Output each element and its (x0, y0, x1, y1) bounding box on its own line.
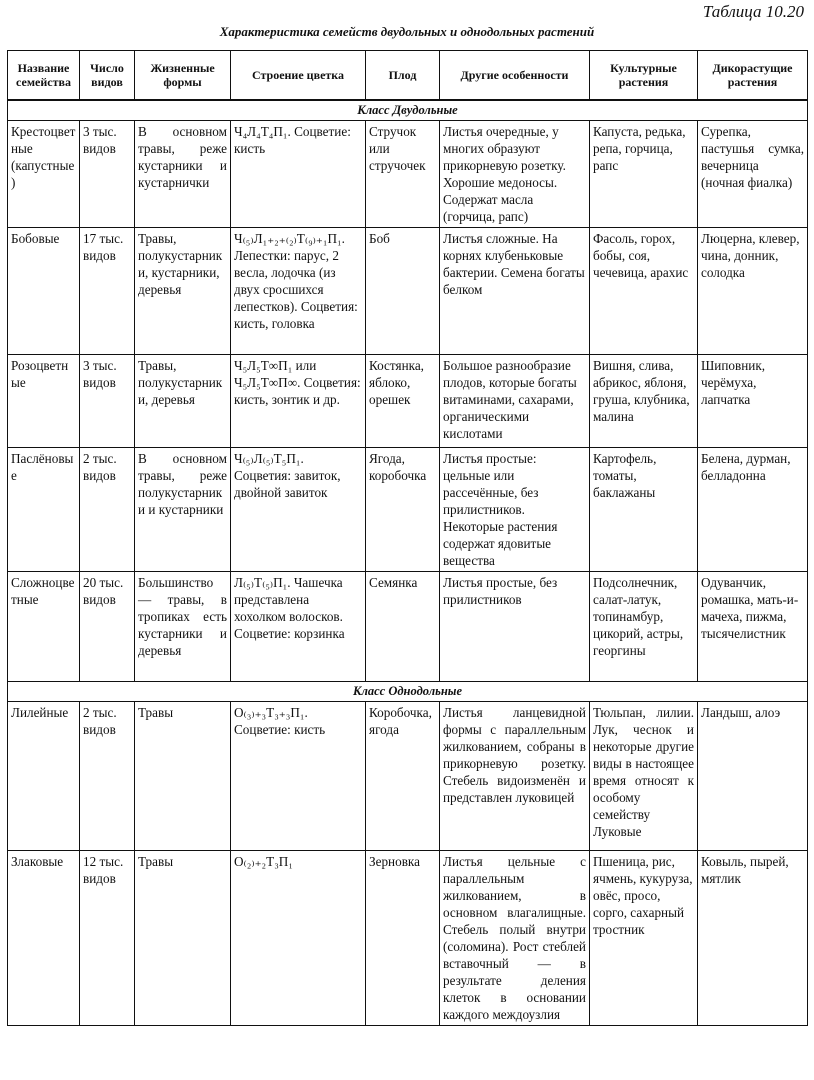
header-life-forms: Жизненные формы (135, 51, 231, 101)
header-row (8, 51, 808, 101)
cell-wild: Ковыль, пырей, мятлик (698, 851, 808, 1026)
cell-family: Сложноцветные (8, 572, 80, 682)
cell-flower: Ч₍₅₎Л₍₅₎Т₅П₁. Соцветия: завиток, двойной завиток (231, 448, 366, 572)
cell-family: Бобовые (8, 228, 80, 355)
cell-features: Большое разнообразие плодов, которые богаты витаминами, сахарами, органическими кислотами (440, 355, 590, 448)
cell-life-forms: Травы (135, 851, 231, 1026)
cell-features: Листья цельные с параллельным жилкованием, в основном влагалищные. Стебель полый внутри (соломина). Рост стеблей вставочный — в результате деления клеток в основании каждого междоузлия (440, 851, 590, 1026)
cell-fruit: Костянка, яблоко, орешек (366, 355, 440, 448)
header-species: Число видов (80, 51, 135, 101)
cell-flower: Ч₄Л₄Т₄П₁. Соцветие: кисть (231, 121, 366, 228)
cell-flower: О₍₃₎₊₃Т₃₊₃П₁. Соцветие: кисть (231, 702, 366, 851)
cell-family: Крестоцветные (капустные) (8, 121, 80, 228)
cell-life-forms: Травы, полукустарники, деревья (135, 355, 231, 448)
table-row (8, 355, 808, 448)
cell-features: Листья простые: цельные или рассечённые, без прилистников. Некоторые растения содержат ядовитые вещества (440, 448, 590, 572)
cell-life-forms: В основном травы, реже кустарники и кустарнички (135, 121, 231, 228)
cell-wild: Люцерна, клевер, чина, донник, солодка (698, 228, 808, 355)
header-wild: Дикорастущие растения (698, 51, 808, 101)
section-row (8, 682, 808, 702)
cell-species: 2 тыс. видов (80, 448, 135, 572)
cell-cultivated: Подсолнечник, салат-латук, топинамбур, цикорий, астры, георгины (590, 572, 698, 682)
table-number: Таблица 10.20 (702, 2, 804, 21)
cell-fruit: Стручок или стручочек (366, 121, 440, 228)
table-row (8, 228, 808, 355)
cell-flower: Ч₍₅₎Л₁₊₂₊₍₂₎Т₍₉₎₊₁П₁. Лепестки: парус, 2 весла, лодочка (из двух сросшихся лепестков). Соцветия: кисть, головка (231, 228, 366, 355)
cell-features: Листья сложные. На корнях клубеньковые бактерии. Семена богаты белком (440, 228, 590, 355)
cell-fruit: Коробочка, ягода (366, 702, 440, 851)
table-row (8, 851, 808, 1026)
header-family: Название семейства (8, 51, 80, 101)
cell-family: Розоцветные (8, 355, 80, 448)
cell-life-forms: В основном травы, реже полукустарники и кустарники (135, 448, 231, 572)
cell-cultivated: Пшеница, рис, ячмень, кукуруза, овёс, просо, сорго, сахарный тростник (590, 851, 698, 1026)
header-fruit: Плод (366, 51, 440, 101)
cell-features: Листья очередные, у многих образуют прикорневую розетку. Хорошие медоносы. Содержат масла (горчица, рапс) (440, 121, 590, 228)
cell-features: Листья простые, без прилистников (440, 572, 590, 682)
cell-species: 17 тыс. видов (80, 228, 135, 355)
cell-flower: О₍₂₎₊₂Т₃П₁ (231, 851, 366, 1026)
section-monocots: Класс Однодольные (8, 682, 808, 702)
cell-flower: Л₍₅₎Т₍₅₎П₁. Чашечка представлена хохолком волосков. Соцветие: корзинка (231, 572, 366, 682)
cell-wild: Одуванчик, ромашка, мать-и-мачеха, пижма, тысячелистник (698, 572, 808, 682)
header-cultivated: Культурные растения (590, 51, 698, 101)
cell-family: Лилейные (8, 702, 80, 851)
cell-species: 3 тыс. видов (80, 121, 135, 228)
table-row (8, 702, 808, 851)
cell-species: 12 тыс. видов (80, 851, 135, 1026)
table-caption: Характеристика семейств двудольных и однодольных растений (219, 24, 595, 39)
cell-fruit: Боб (366, 228, 440, 355)
cell-cultivated: Вишня, слива, абрикос, яблоня, груша, клубника, малина (590, 355, 698, 448)
cell-fruit: Семянка (366, 572, 440, 682)
cell-fruit: Ягода, коробочка (366, 448, 440, 572)
cell-family: Паслёновые (8, 448, 80, 572)
cell-cultivated: Тюльпан, лилии. Лук, чеснок и некоторые другие виды в настоящее время относят к особому семейству Луковые (590, 702, 698, 851)
cell-wild: Ландыш, алоэ (698, 702, 808, 851)
plant-families-table (7, 50, 808, 1026)
cell-family: Злаковые (8, 851, 80, 1026)
cell-wild: Шиповник, черёмуха, лапчатка (698, 355, 808, 448)
cell-life-forms: Травы (135, 702, 231, 851)
cell-cultivated: Фасоль, горох, бобы, соя, чечевица, арахис (590, 228, 698, 355)
cell-cultivated: Картофель, томаты, баклажаны (590, 448, 698, 572)
table-row (8, 121, 808, 228)
cell-species: 2 тыс. видов (80, 702, 135, 851)
cell-species: 3 тыс. видов (80, 355, 135, 448)
table-row (8, 448, 808, 572)
cell-flower: Ч₅Л₅Т∞П₁ или Ч₅Л₅Т∞П∞. Соцветия: кисть, зонтик и др. (231, 355, 366, 448)
cell-wild: Сурепка, пастушья сумка, вечерница (ночная фиалка) (698, 121, 808, 228)
cell-species: 20 тыс. видов (80, 572, 135, 682)
header-flower: Строение цветка (231, 51, 366, 101)
cell-life-forms: Большинство — травы, в тропиках есть кустарники и деревья (135, 572, 231, 682)
cell-fruit: Зерновка (366, 851, 440, 1026)
cell-wild: Белена, дурман, белладонна (698, 448, 808, 572)
cell-features: Листья ланцевидной формы с параллельным жилкованием, собраны в прикорневую розетку. Стебель видоизменён и представлен луковицей (440, 702, 590, 851)
cell-cultivated: Капуста, редька, репа, горчица, рапс (590, 121, 698, 228)
section-dicots: Класс Двудольные (8, 100, 808, 121)
table-row (8, 572, 808, 682)
cell-life-forms: Травы, полукустарники, кустарники, деревья (135, 228, 231, 355)
header-features: Другие особенности (440, 51, 590, 101)
section-row (8, 100, 808, 121)
